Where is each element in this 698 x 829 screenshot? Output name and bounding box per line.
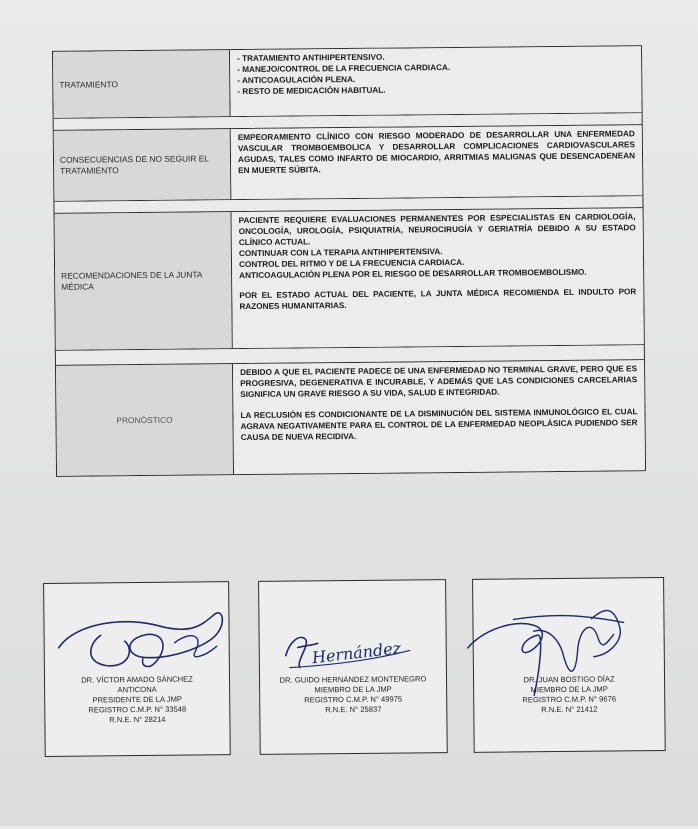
row-content (230, 46, 642, 116)
list-item: - RESTO DE MEDICACIÓN HABITUAL. (237, 83, 634, 98)
row-tratamiento (52, 45, 643, 119)
treatment-list (237, 50, 634, 97)
signer-rne: R.N.E. N° 25837 (325, 704, 382, 715)
paragraph: ANTICOAGULACIÓN PLENA POR EL RIESGO DE DESARROLLAR TROMBOEMBOLISMO. (239, 267, 587, 280)
paragraph: LA RECLUSIÓN ES CONDICIONANTE DE LA DISMINUCIÓN DEL SISTEMA INMUNOLÓGICO EL CUAL AGRAVA NEGATIVAMENTE PARA EL CONTROL DE LA ENFERMEDAD NEOPLÁSICA PUDIENDO SER CAUSA DE NUEVA RECIDIVA. (240, 406, 638, 442)
signer-role: MIEMBRO DE LA JMP (314, 684, 392, 695)
paragraph: EMPEORAMIENTO CLÍNICO CON RIESGO MODERADO DE DESARROLLAR UNA ENFERMEDAD VASCULAR TROMBOEMBOLICA Y DESARROLLAR COMPLICACIONES CARDIOVASCULARES AGUDAS, TALES COMO INFARTO DE MIOCARDIO, ARRITMIAS MALIGNAS QUE DESENCADENEAN EN MUERTE SÚBITA. (237, 129, 636, 175)
signer-name: DR. VÍCTOR AMADO SÁNCHEZ (81, 674, 193, 685)
signer-registro: REGISTRO C.M.P. N° 33548 (88, 704, 187, 715)
list-item: - ANTICOAGULACIÓN PLENA. (237, 72, 634, 87)
row-label: TRATAMIENTO (53, 50, 231, 118)
signature-box-2 (258, 579, 448, 755)
paragraph: CONTINUAR CON LA TERAPIA ANTIHIPERTENSIVA. (238, 246, 443, 258)
row-content (232, 208, 644, 348)
signer-name: DR. GUIDO HERNÁNDEZ MONTENEGRO (279, 674, 427, 685)
signer-rne: R.N.E. N° 21412 (541, 704, 598, 715)
paragraph: PACIENTE REQUIERE EVALUACIONES PERMANENTES POR ESPECIALISTAS EN CARDIOLOGÍA, ONCOLOGÍA, UROLOGÍA, PSIQUIATRÍA, NEUROCIRUGÍA Y GERIATRÍA DEBIDO A SU ESTADO CLÍNICO ACTUAL. (238, 212, 636, 247)
signer-name: DR. JUAN BOSTIGO DÍAZ (523, 674, 615, 685)
row-content (233, 360, 645, 474)
signer-name-line2: ANTICONA (117, 684, 157, 695)
paragraph: POR EL ESTADO ACTUAL DEL PACIENTE, LA JUNTA MÉDICA RECOMIENDA EL INDULTO POR RAZONES HUMANITARIAS. (239, 287, 637, 312)
signer-rne: R.N.E. N° 28214 (109, 714, 166, 725)
row-label: CONSECUENCIAS DE NO SEGUIR EL TRATAMIENTO (54, 129, 232, 201)
handwritten-signature (259, 580, 449, 756)
signature-box-1 (43, 581, 231, 757)
signer-registro: REGISTRO C.M.P. N° 49975 (304, 694, 403, 705)
handwritten-signature (473, 578, 667, 754)
list-item: - MANEJO/CONTROL DE LA FRECUENCIA CARDIACA. (237, 61, 634, 76)
signer-role: MIEMBRO DE LA JMP (530, 684, 608, 695)
medical-board-table (52, 45, 646, 479)
row-pronostico (55, 359, 646, 477)
paragraph: DEBIDO A QUE EL PACIENTE PADECE DE UNA ENFERMEDAD NO TERMINAL GRAVE, PERO QUE ES PROGRESIVA, DEGENERATIVA E INCURABLE, Y ADEMÁS QUE LAS CONDICIONES CARCELARIAS SIGNIFICA UN GRAVE RIESGO A SU VIDA, SALUD E INTEGRIDAD. (240, 364, 638, 399)
signer-role: PRESIDENTE DE LA JMP (92, 694, 182, 705)
row-recomendaciones (54, 207, 645, 351)
row-label: RECOMENDACIONES DE LA JUNTA MÉDICA (55, 212, 233, 350)
signer-registro: REGISTRO C.M.P. N° 9676 (522, 694, 617, 705)
signature-handwriting: Hernández (310, 638, 402, 668)
row-consecuencias (53, 124, 644, 202)
row-label: PRONÓSTICO (56, 364, 234, 476)
row-content (231, 125, 643, 199)
list-item: - TRATAMIENTO ANTIHIPERTENSIVO. (237, 50, 634, 65)
handwritten-signature (44, 582, 232, 758)
paragraph: CONTROL DEL RITMO Y DE LA FRECUENCIA CARDIACA. (238, 257, 465, 269)
signature-box-3 (472, 577, 666, 753)
